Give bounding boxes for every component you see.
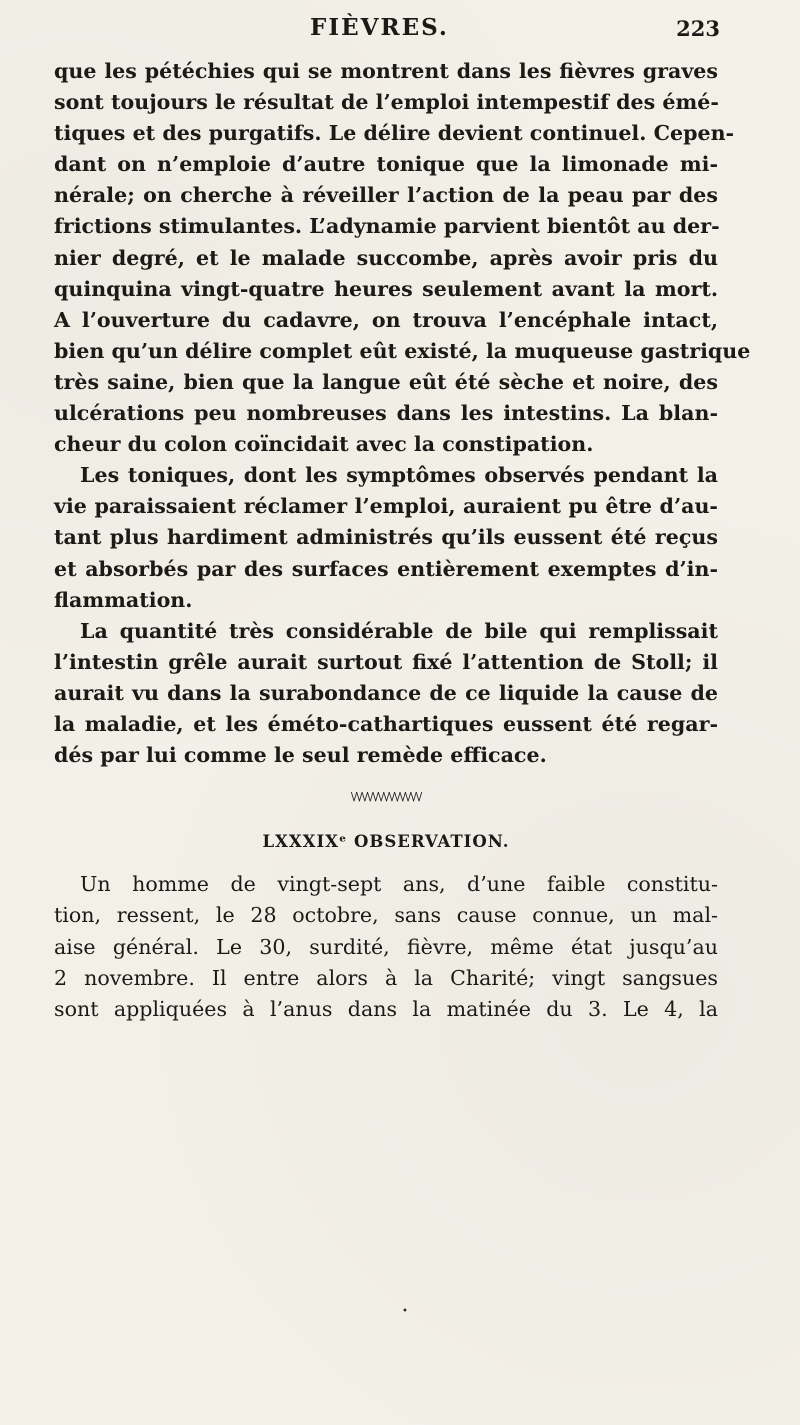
section-ornament: \/\/\/\/\/\/\/\/\/\/\/\/\/	[350, 790, 422, 804]
text-line: sont appliquées à l’anus dans la matinée du 3. Le 4, la	[54, 996, 718, 1021]
text-line: 2 novembre. Il entre alors à la Charité; vingt sangsues	[54, 965, 718, 990]
page-header	[110, 14, 720, 50]
text-line: tiques et des purgatifs. Le délire devient continuel. Cepen-	[54, 121, 735, 146]
text-line: La quantité très considérable de bile qui remplissait	[80, 618, 718, 643]
printer-mark: •	[402, 1306, 408, 1317]
text-line: Les toniques, dont les symptômes observés pendant la	[80, 463, 718, 488]
text-line: frictions stimulantes. L’adynamie parvient bientôt au der-	[54, 214, 720, 239]
text-line: aise général. Le 30, surdité, fièvre, même état jusqu’au	[54, 934, 718, 959]
text-line: quinquina vingt-quatre heures seulement avant la mort.	[54, 276, 718, 301]
text-line: flammation.	[54, 587, 193, 612]
text-line: nérale; on cherche à réveiller l’action de la peau par des	[54, 183, 718, 208]
page-number: 223	[676, 16, 720, 41]
text-line: et absorbés par des surfaces entièrement exemptes d’in-	[54, 556, 718, 581]
text-line: nier degré, et le malade succombe, après avoir pris du	[54, 245, 718, 270]
text-line: sont toujours le résultat de l’emploi intempestif des émé-	[54, 90, 719, 115]
text-line: vie paraissaient réclamer l’emploi, auraient pu être d’au-	[54, 494, 718, 519]
text-line: bien qu’un délire complet eût existé, la muqueuse gastrique	[54, 338, 751, 363]
text-line: très saine, bien que la langue eût été sèche et noire, des	[54, 369, 718, 394]
text-line: la maladie, et les émétо-cathartiques eussent été regar-	[54, 711, 718, 736]
text-line: tant plus hardiment administrés qu’ils eussent été reçus	[54, 525, 718, 550]
text-line: A l’ouverture du cadavre, on trouva l’encéphale intact,	[54, 307, 718, 332]
section-title: LXXXIXᵉ OBSERVATION.	[262, 832, 510, 852]
running-title: FIÈVRES.	[310, 14, 449, 41]
text-line: dés par lui comme le seul remède efficace.	[54, 743, 547, 768]
text-line: que les pétéchies qui se montrent dans les fièvres graves	[54, 59, 718, 83]
text-line: ulcérations peu nombreuses dans les intestins. La blan-	[54, 401, 718, 426]
text-line: dant on n’emploie d’autre tonique que la limonade mi-	[54, 152, 718, 177]
text-line: aurait vu dans la surabondance de ce liquide la cause de	[54, 680, 718, 705]
text-line: l’intestin grêle aurait surtout fixé l’attention de Stoll; il	[54, 649, 718, 674]
body-text	[54, 56, 751, 1025]
observation-text	[54, 869, 718, 1024]
text-line: Un homme de vingt-sept ans, d’une faible constitu-	[80, 872, 718, 897]
text-line: cheur du colon coïncidait avec la constipation.	[54, 432, 594, 457]
text-line: tion, ressent, le 28 octobre, sans cause connue, un mal-	[54, 903, 718, 928]
